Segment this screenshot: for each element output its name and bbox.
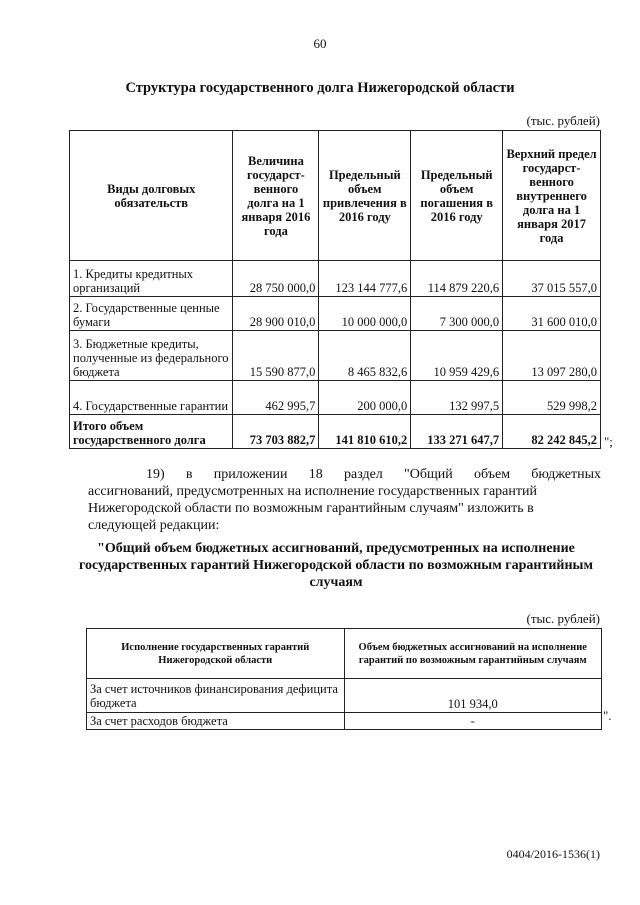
table-row [70, 297, 601, 331]
cell-value: 7 300 000,0 [411, 297, 503, 331]
header-debt-type: Виды долговых обязательств [70, 131, 233, 261]
cell-value: 101 934,0 [344, 679, 601, 713]
row-label: 3. Бюджетные кредиты, полученные из федерального бюджета [70, 331, 233, 381]
header-upper-limit-2017: Верхний предел государст-венного внутреннего долга на 1 января 2017 года [503, 131, 601, 261]
units-label-debt: (тыс. рублей) [526, 113, 600, 128]
closing-quote: "; [604, 434, 613, 449]
cell-value: 8 465 832,6 [319, 331, 411, 381]
total-label: Итого объем государственного долга [70, 415, 233, 449]
cell-value: 28 900 010,0 [233, 297, 319, 331]
guarantee-table [86, 628, 602, 730]
cell-value: 123 144 777,6 [319, 261, 411, 297]
document-code: 0404/2016-1536(1) [506, 847, 600, 861]
debt-structure-table [69, 130, 601, 449]
table-header-row [87, 629, 602, 679]
cell-value: 37 015 557,0 [503, 261, 601, 297]
table-header-row [70, 131, 601, 261]
cell-value: - [344, 713, 601, 730]
table-row [87, 679, 602, 713]
cell-value: 10 959 429,6 [411, 331, 503, 381]
cell-value: 114 879 220,6 [411, 261, 503, 297]
table-row [87, 713, 602, 730]
cell-value: 13 097 280,0 [503, 331, 601, 381]
guarantee-section-title: "Общий объем бюджетных ассигнований, предусмотренных на исполнение государственных гарантий Нижегородской области по возможным гарантийным случаям [78, 541, 593, 590]
header-borrowing-limit: Предельный объем привлечения в 2016 году [319, 131, 411, 261]
total-value: 82 242 845,2 [503, 415, 601, 449]
table-total-row [70, 415, 601, 449]
row-label: 1. Кредиты кредитных организаций [70, 261, 233, 297]
paragraph-first-line: 19) в приложении 18 раздел "Общий объем бюджетных [146, 467, 601, 482]
total-value: 133 271 647,7 [411, 415, 503, 449]
row-label: За счет источников финансирования дефицита бюджета [87, 679, 345, 713]
cell-value: 31 600 010,0 [503, 297, 601, 331]
table-row [70, 331, 601, 381]
closing-quote: ". [603, 708, 612, 723]
row-label: 2. Государственные ценные бумаги [70, 297, 233, 331]
header-repayment-limit: Предельный объем погашения в 2016 году [411, 131, 503, 261]
paragraph-continuation: ассигнований, предусмотренных на исполнение государственных гарантий Нижегородской области по возможным гарантийным случаям" изложить в следующей редакции: [88, 484, 537, 533]
cell-value: 15 590 877,0 [233, 331, 319, 381]
cell-value: 200 000,0 [319, 381, 411, 415]
table-row [70, 261, 601, 297]
cell-value: 529 998,2 [503, 381, 601, 415]
row-label: За счет расходов бюджета [87, 713, 345, 730]
cell-value: 10 000 000,0 [319, 297, 411, 331]
units-label-guarantee: (тыс. рублей) [526, 611, 600, 626]
row-label: 4. Государственные гарантии [70, 381, 233, 415]
debt-structure-title: Структура государственного долга Нижегородской области [125, 80, 515, 96]
amendment-paragraph [88, 466, 601, 534]
cell-value: 132 997,5 [411, 381, 503, 415]
cell-value: 462 995,7 [233, 381, 319, 415]
total-value: 141 810 610,2 [319, 415, 411, 449]
header-guarantee-execution: Исполнение государственных гарантий Нижегородской области [87, 629, 345, 679]
table-row [70, 381, 601, 415]
page-number: 60 [313, 36, 327, 51]
header-debt-2016: Величина государст-венного долга на 1 января 2016 года [233, 131, 319, 261]
total-value: 73 703 882,7 [233, 415, 319, 449]
cell-value: 28 750 000,0 [233, 261, 319, 297]
header-appropriations: Объем бюджетных ассигнований на исполнение гарантий по возможным гарантийным случаям [344, 629, 601, 679]
